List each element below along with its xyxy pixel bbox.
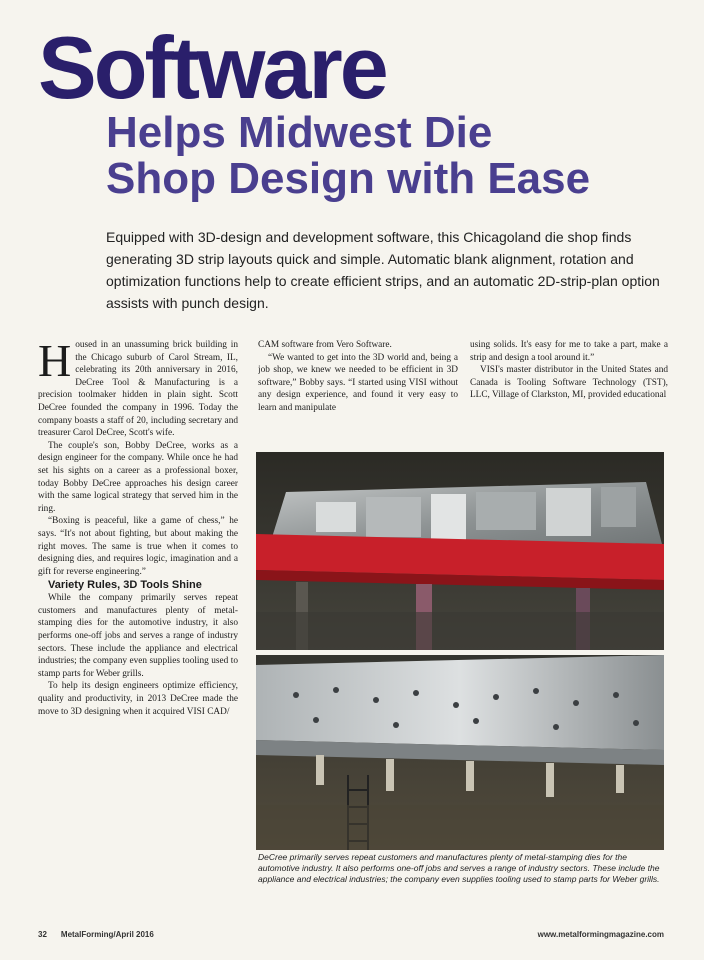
progressive-die-photo	[256, 452, 664, 650]
body-paragraph: While the company primarily serves repeat customers and manufactures plenty of metal-stamping dies for the automotive industry, it also performs one-off jobs and serves a range of industry sectors. These include the appliance and electrical industries; the company even supplies tooling used to stamp parts for Weber grills.	[38, 593, 238, 679]
body-column-3	[470, 339, 668, 445]
body-paragraph: CAM software from Vero Software.	[258, 340, 392, 350]
photo-caption: DeCree primarily serves repeat customers and manufactures plenty of metal-stamping dies for the automotive industry. It also performs one-off jobs and serves a range of industry sectors. These include the appliance and electrical industries; the company even supplies tooling used to stamp parts for Weber grills.	[258, 852, 660, 884]
drop-cap: H	[38, 339, 72, 386]
die-underside-photo-graphic	[256, 655, 664, 850]
progressive-die-photo-graphic	[256, 452, 664, 650]
body-paragraph: “We wanted to get into the 3D world and, being a job shop, we knew we needed to be efficient in 3D software,” Bobby says. “I started using VISI without any design experience, and found it very easy to learn and manipulate	[258, 352, 458, 413]
body-paragraph: VISI's master distributor in the United States and Canada is Tooling Software Technology (TST), LLC, Village of Clarkston, MI, provided educational	[470, 365, 668, 401]
body-paragraph: using solids. It's easy for me to take a part, make a strip and design a tool around it.”	[470, 340, 668, 363]
die-underside-photo	[256, 655, 664, 850]
body-paragraph: “Boxing is peaceful, like a game of chess,” he says. “It's not about fighting, but about making the right moves. The same is true when it comes to designing dies, and requires logic, imagination and a gift for reverse engineering.”	[38, 516, 238, 577]
body-paragraph	[38, 339, 238, 440]
article-subtitle	[106, 110, 696, 202]
body-paragraph: The couple's son, Bobby DeCree, works as a design engineer for the company. While once he had set his sights on a career as a professional boxer, today Bobby DeCree approaches his design career with the same logical strategy that served him in the ring.	[38, 440, 238, 514]
article-deck: Equipped with 3D-design and development software, this Chicagoland die shop finds generating 3D strip layouts quick and simple. Automatic blank alignment, rotation and optimization functions help to create efficient strips, and an automatic 2D-strip-plan option assists with punch design.	[106, 229, 660, 311]
body-column-2	[258, 339, 458, 445]
paragraph-text: oused in an unassuming brick building in the Chicago suburb of Carol Stream, IL, celebrating its 20th anniversary in 2016, DeCree Tool & Manufacturing is a precision toolmaker hidden in plain sight. Scott DeCree founded the company in 1996. Today the company boasts a staff of 20, including secretary and treasurer Carol DeCree, Scott's wife.	[38, 340, 238, 439]
footer-left	[38, 930, 168, 940]
website-link[interactable]: www.metalformingmagazine.com	[537, 930, 664, 939]
body-paragraph: To help its design engineers optimize efficiency, quality and productivity, in 2013 DeCree made the move to 3D designing when it acquired VISI CAD/	[38, 681, 238, 717]
body-column-1	[38, 339, 238, 909]
article-title: Software	[38, 18, 386, 117]
subtitle-line-2: Shop Design with Ease	[106, 154, 591, 203]
page-number: 32	[38, 930, 47, 939]
section-subhead: Variety Rules, 3D Tools Shine	[48, 579, 202, 592]
magazine-issue: MetalForming/April 2016	[60, 930, 154, 939]
subtitle-line-1: Helps Midwest Die	[106, 108, 493, 157]
